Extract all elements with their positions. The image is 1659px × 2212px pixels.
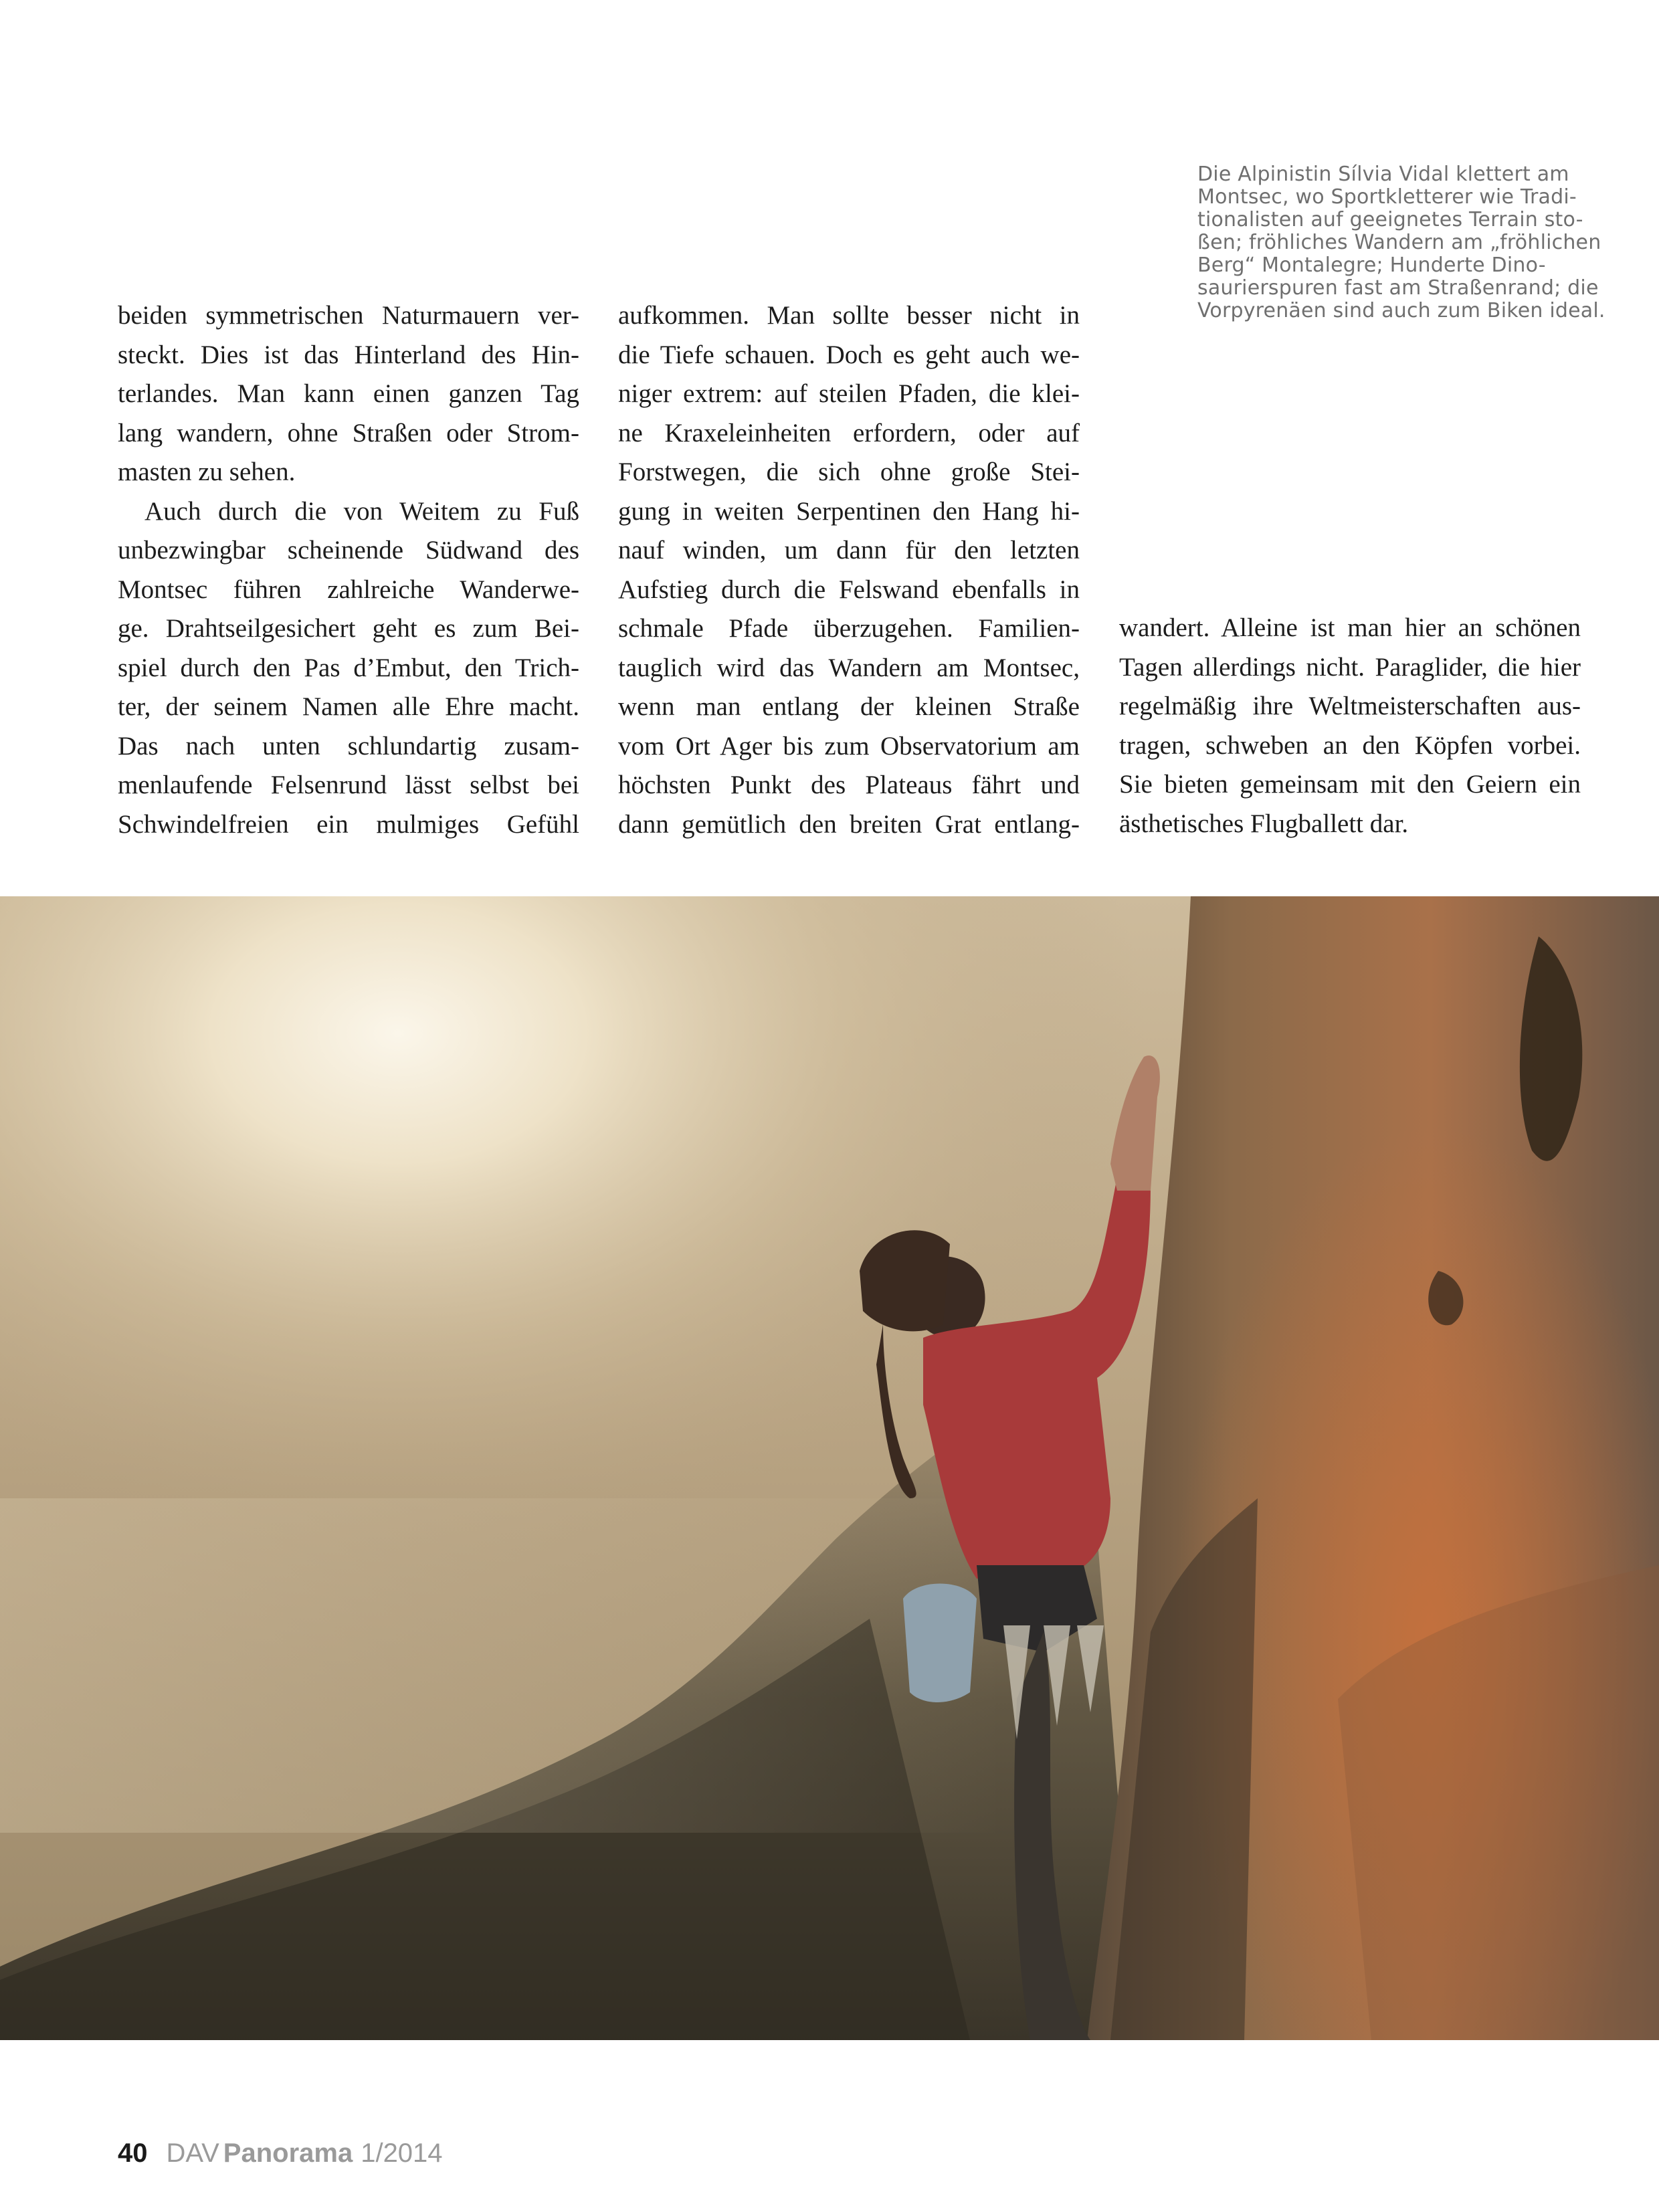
text-line: masten zu sehen.: [118, 458, 296, 486]
caption-line: Berg“ Montalegre; Hunderte Dino-: [1197, 254, 1546, 277]
text-line: wandert. Alleine ist man hier an schönen: [1119, 613, 1581, 642]
text-line: tauglich wird das Wandern am Montsec,: [618, 653, 1080, 682]
text-line: gung in weiten Serpentinen den Hang hi-: [618, 496, 1080, 526]
text-line: lang wandern, ohne Straßen oder Strom-: [118, 418, 579, 447]
text-line: die Tiefe schauen. Doch es geht auch we-: [618, 340, 1080, 369]
magazine-name: Panorama: [223, 2138, 353, 2168]
text-line: aufkommen. Man sollte besser nicht in: [618, 301, 1080, 330]
caption-line: Vorpyrenäen sind auch zum Biken ideal.: [1197, 299, 1605, 322]
body-text-column-2: [618, 296, 1080, 844]
text-line: Auch durch die von Weitem zu Fuß: [144, 496, 579, 526]
text-line: Aufstieg durch die Felswand ebenfalls in: [618, 575, 1080, 604]
text-line: steckt. Dies ist das Hinterland des Hin-: [118, 340, 579, 369]
text-line: unbezwingbar scheinende Südwand des: [118, 536, 579, 565]
text-line: beiden symmetrischen Naturmauern ver-: [118, 301, 579, 330]
caption-line: saurierspuren fast am Straßenrand; die: [1197, 276, 1599, 300]
photo-caption: [1197, 163, 1605, 322]
text-line: Tagen allerdings nicht. Paraglider, die hier: [1119, 652, 1581, 682]
text-line: höchsten Punkt des Plateaus fährt und: [618, 771, 1080, 799]
caption-line: tionalisten auf geeignetes Terrain sto-: [1197, 208, 1583, 231]
text-line: Das nach unten schlundartig zusam-: [118, 731, 579, 761]
text-line: niger extrem: auf steilen Pfaden, die klei-: [618, 379, 1080, 408]
page-number: 40: [118, 2138, 148, 2168]
text-line: tragen, schweben an den Köpfen vorbei.: [1119, 730, 1581, 760]
text-line: menlaufende Felsenrund lässt selbst bei: [118, 771, 579, 799]
text-line: Sie bieten gemeinsam mit den Geiern ein: [1119, 770, 1581, 799]
text-line: Schwindelfreien ein mulmiges Gefühl: [118, 809, 579, 839]
text-line: wenn man entlang der kleinen Straße: [618, 692, 1080, 721]
caption-line: Montsec, wo Sportkletterer wie Tradi-: [1197, 185, 1577, 209]
text-line: dann gemütlich den breiten Grat entlang-: [618, 809, 1080, 839]
text-line: vom Ort Ager bis zum Observatorium am: [618, 731, 1080, 761]
body-text-column-1: [118, 296, 579, 844]
brand-name: DAV: [166, 2138, 219, 2168]
body-text-column-3: [1119, 609, 1581, 843]
text-line: ter, der seinem Namen alle Ehre macht.: [118, 692, 579, 721]
text-line: ästhetisches Flugballett dar.: [1119, 809, 1409, 838]
text-line: spiel durch den Pas d’Embut, den Trich-: [118, 653, 579, 682]
text-line: regelmäßig ihre Weltmeisterschaften aus-: [1119, 692, 1581, 720]
text-line: Montsec führen zahlreiche Wanderwe-: [118, 575, 579, 604]
page-footer: [118, 2136, 443, 2170]
text-line: Forstwegen, die sich ohne große Stei-: [618, 458, 1080, 486]
climber-photo: [0, 896, 1659, 2040]
text-line: ge. Drahtseilgesichert geht es zum Bei-: [118, 614, 579, 643]
text-line: schmale Pfade überzugehen. Familien-: [618, 614, 1080, 643]
issue-number: 1/2014: [361, 2138, 443, 2168]
caption-line: Die Alpinistin Sílvia Vidal klettert am: [1197, 163, 1569, 186]
caption-line: ßen; fröhliches Wandern am „fröhlichen: [1197, 231, 1601, 254]
text-line: terlandes. Man kann einen ganzen Tag: [118, 379, 579, 408]
text-line: nauf winden, um dann für den letzten: [618, 536, 1080, 565]
text-line: ne Kraxeleinheiten erfordern, oder auf: [618, 418, 1080, 447]
